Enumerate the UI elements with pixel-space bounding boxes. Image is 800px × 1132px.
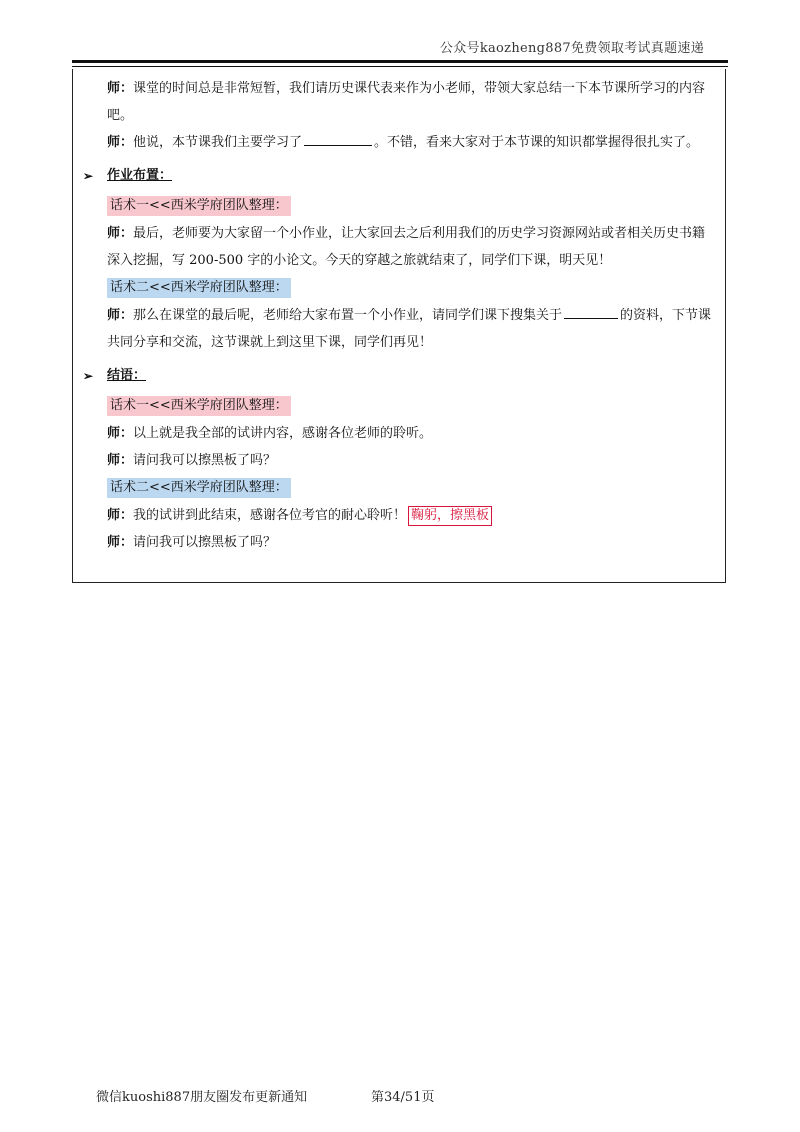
speaker-label: 师： bbox=[107, 426, 134, 441]
script-tag-1: 话术一<<西米学府团队整理： bbox=[107, 396, 291, 416]
page-header: 公众号kaozheng887免费领取考试真题速递 bbox=[439, 41, 704, 56]
paragraph-homework-1 bbox=[107, 220, 715, 274]
script-tag-2: 话术二<<西米学府团队整理： bbox=[107, 478, 291, 498]
content-box bbox=[72, 69, 726, 583]
paragraph-summary-intro bbox=[107, 75, 715, 129]
section-homework bbox=[83, 164, 715, 188]
paragraph-conclusion-1 bbox=[107, 420, 715, 447]
speaker-label: 师： bbox=[107, 508, 134, 523]
speaker-label: 师： bbox=[107, 535, 134, 550]
paragraph-text-after: 。不错，看来大家对于本节课的知识都掌握得很扎实了。 bbox=[374, 135, 700, 150]
header-rule-thin bbox=[72, 66, 728, 67]
paragraph-text-before: 那么在课堂的最后呢，老师给大家布置一个小作业，请同学们课下搜集关于 bbox=[133, 308, 563, 323]
paragraph-text: 请问我可以擦黑板了吗？ bbox=[133, 535, 277, 550]
speaker-label: 师： bbox=[107, 226, 134, 241]
paragraph-text: 请问我可以擦黑板了吗？ bbox=[133, 453, 277, 468]
speaker-label: 师： bbox=[107, 308, 134, 323]
paragraph-text: 最后，老师要为大家留一个小作业，让大家回去之后利用我们的历史学习资源网站或者相关历史书籍深入挖掘，写 200-500 字的小论文。今天的穿越之旅就结束了，同学们下课，明天见！ bbox=[107, 226, 706, 268]
fill-blank bbox=[564, 304, 618, 319]
script-tag-2: 话术二<<西米学府团队整理： bbox=[107, 278, 291, 298]
paragraph-text-after: 的资料，下节课共同分享和交流，这节课就上到这里下课，同学们再见！ bbox=[107, 308, 712, 350]
paragraph-text: 课堂的时间总是非常短暂，我们请历史课代表来作为小老师，带领大家总结一下本节课所学习的内容吧。 bbox=[107, 81, 706, 123]
script-tag-1: 话术一<<西米学府团队整理： bbox=[107, 196, 291, 216]
paragraph-text-before: 他说，本节课我们主要学习了 bbox=[133, 135, 303, 150]
stage-direction-note: 鞠躬，擦黑板 bbox=[408, 506, 492, 526]
section-title: 作业布置： bbox=[107, 168, 173, 183]
paragraph-conclusion-4 bbox=[107, 529, 715, 556]
speaker-label: 师： bbox=[107, 135, 134, 150]
paragraph-conclusion-3 bbox=[107, 502, 715, 529]
section-title: 结语： bbox=[107, 368, 147, 383]
header-rule bbox=[72, 60, 728, 63]
fill-blank bbox=[304, 131, 372, 146]
content-body bbox=[83, 75, 715, 556]
arrow-bullet-icon: ➢ bbox=[83, 369, 94, 383]
paragraph-text: 以上就是我全部的试讲内容，感谢各位老师的聆听。 bbox=[133, 426, 433, 441]
footer-notice: 微信kuoshi887朋友圈发布更新通知 bbox=[96, 1090, 308, 1105]
speaker-label: 师： bbox=[107, 453, 134, 468]
paragraph-conclusion-2 bbox=[107, 447, 715, 474]
paragraph-summary bbox=[107, 129, 715, 156]
section-conclusion bbox=[83, 364, 715, 388]
speaker-label: 师： bbox=[107, 81, 134, 96]
arrow-bullet-icon: ➢ bbox=[83, 169, 94, 183]
paragraph-homework-2 bbox=[107, 302, 715, 356]
page-number: 第34/51页 bbox=[371, 1090, 435, 1105]
paragraph-text: 我的试讲到此结束，感谢各位考官的耐心聆听！ bbox=[133, 508, 407, 523]
